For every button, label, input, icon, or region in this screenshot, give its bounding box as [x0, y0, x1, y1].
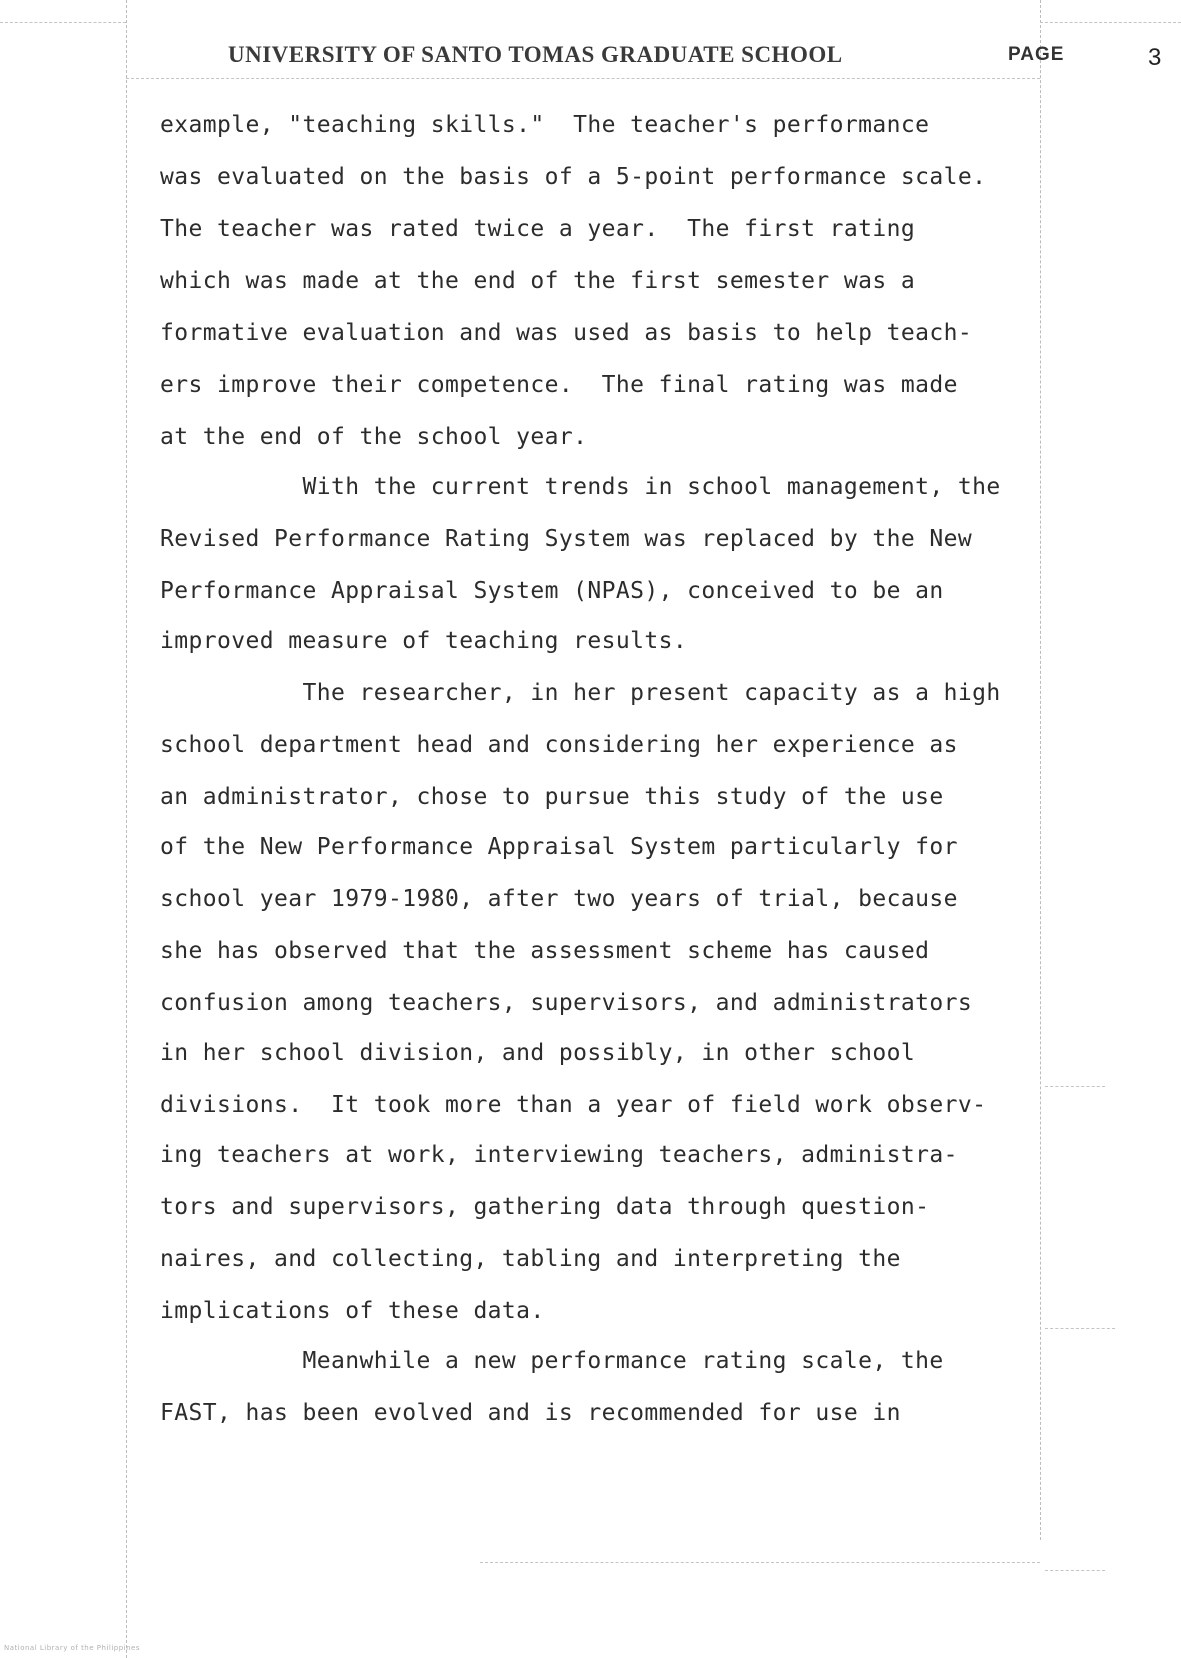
- text-line: ers improve their competence. The final rating was made: [160, 372, 958, 398]
- right-mid-rule-2: [1045, 1328, 1115, 1329]
- text-line: example, "teaching skills." The teacher's performance: [160, 112, 930, 138]
- text-line: school year 1979-1980, after two years of trial, because: [160, 886, 958, 912]
- university-header: UNIVERSITY OF SANTO TOMAS GRADUATE SCHOOL: [228, 42, 843, 67]
- page-header: [228, 42, 1108, 76]
- text-line: Meanwhile a new performance rating scale, the: [160, 1348, 944, 1374]
- left-margin-rule: [126, 0, 127, 1658]
- text-line: tors and supervisors, gathering data through question-: [160, 1194, 930, 1220]
- text-line: improved measure of teaching results.: [160, 628, 688, 654]
- top-right-rule: [1040, 22, 1181, 23]
- text-line: which was made at the end of the first semester was a: [160, 268, 916, 294]
- text-line: divisions. It took more than a year of field work observ-: [160, 1092, 987, 1118]
- text-line: was evaluated on the basis of a 5-point performance scale.: [160, 164, 987, 190]
- text-line: With the current trends in school management, the: [160, 474, 1001, 500]
- text-line: school department head and considering her experience as: [160, 732, 958, 758]
- text-line: she has observed that the assessment scheme has caused: [160, 938, 930, 964]
- text-line: Performance Appraisal System (NPAS), conceived to be an: [160, 578, 944, 604]
- text-line: FAST, has been evolved and is recommended for use in: [160, 1400, 901, 1426]
- text-line: at the end of the school year.: [160, 424, 588, 450]
- top-header-rule: [126, 78, 1040, 79]
- text-line: ing teachers at work, interviewing teachers, administra-: [160, 1142, 958, 1168]
- top-left-rule: [0, 22, 126, 23]
- text-line: confusion among teachers, supervisors, and administrators: [160, 990, 973, 1016]
- scan-footer-note: National Library of the Philippines: [4, 1644, 140, 1652]
- right-mid-rule-1: [1045, 1086, 1105, 1087]
- text-line: an administrator, chose to pursue this study of the use: [160, 784, 944, 810]
- text-line: Revised Performance Rating System was replaced by the New: [160, 526, 973, 552]
- text-line: implications of these data.: [160, 1298, 545, 1324]
- page-number: 3: [1148, 44, 1162, 71]
- right-margin-rule: [1040, 0, 1041, 1540]
- bottom-right-rule: [1045, 1570, 1105, 1571]
- text-line: naires, and collecting, tabling and interpreting the: [160, 1246, 901, 1272]
- text-line: in her school division, and possibly, in other school: [160, 1040, 916, 1066]
- text-line: of the New Performance Appraisal System particularly for: [160, 834, 958, 860]
- text-line: formative evaluation and was used as basis to help teach-: [160, 320, 973, 346]
- bottom-rule: [480, 1562, 1040, 1563]
- text-line: The researcher, in her present capacity as a high: [160, 680, 1001, 706]
- text-line: The teacher was rated twice a year. The first rating: [160, 216, 916, 242]
- page-label: PAGE: [1008, 44, 1065, 65]
